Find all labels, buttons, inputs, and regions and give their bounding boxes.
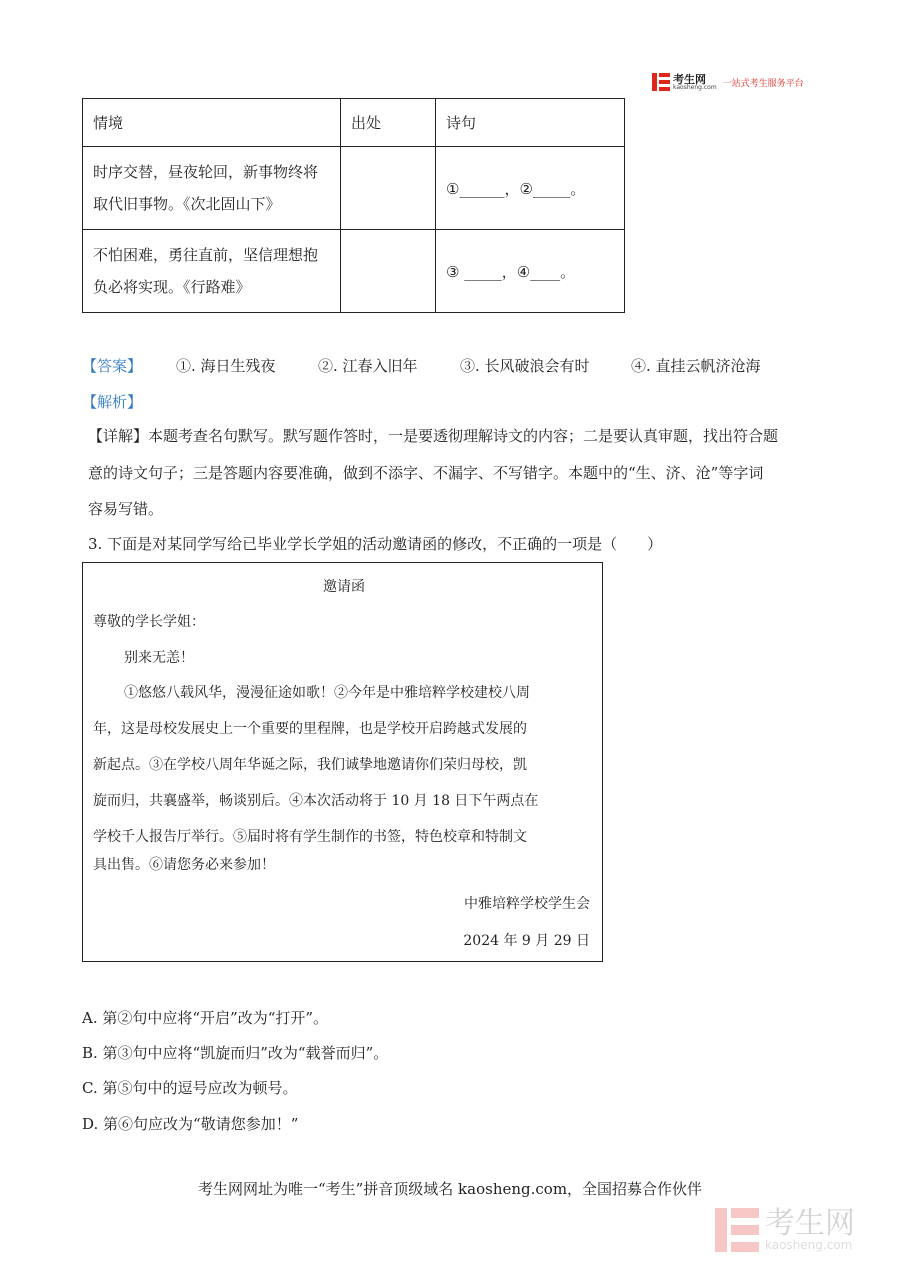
table-row [83,230,625,313]
watermark-logo-icon [715,1208,759,1252]
option-a: A. 第②句中应将“开启”改为“打开”。 [82,1009,329,1027]
header-source: 出处 [341,99,436,147]
situation-line: 负必将实现。《行路难》 [93,278,251,296]
analysis-label: 【解析】 [82,393,143,411]
invitation-letter [82,562,603,962]
table-row [83,147,625,230]
letter-line: 学校千人报告厅举行。⑤届时将有学生制作的书签，特色校章和特制文 [93,829,527,845]
situation-line: 取代旧事物。《次北固山下》 [93,195,281,213]
question-stem: 3. 下面是对某同学写给已毕业学长学姐的活动邀请函的修改，不正确的一项是（ ） [88,535,663,553]
poem-table [82,98,625,313]
letter-line: ①悠悠八载风华，漫漫征途如歌！②今年是中雅培粹学校建校八周 [124,685,530,701]
option-b: B. 第③句中应将“凯旋而归”改为“载誉而归”。 [82,1044,389,1062]
letter-line: 旋而归，共襄盛举，畅谈别后。④本次活动将于 10 月 18 日下午两点在 [93,793,539,809]
answer-item: ③. 长风破浪会有时 [460,357,590,375]
letter-opening: 别来无恙！ [124,650,194,666]
watermark-en: kaosheng.com [765,1238,853,1252]
header-verse: 诗句 [436,99,625,147]
letter-line: 年，这是母校发展史上一个重要的里程牌，也是学校开启跨越式发展的 [93,721,527,737]
kaosheng-logo-icon [652,73,670,91]
letter-greeting: 尊敬的学长学姐： [93,614,205,630]
letter-signature: 中雅培粹学校学生会 [464,896,590,912]
header-situation: 情境 [83,99,341,147]
answer-label: 【答案】 [82,357,143,375]
detail-line: 【详解】本题考查名句默写。默写题作答时，一是要透彻理解诗文的内容；二是要认真审题，找出符合题 [88,427,779,445]
situation-cell [83,147,341,230]
detail-line: 意的诗文句子；三是答题内容要准确，做到不添字、不漏字、不写错字。本题中的“生、济、沧”等字词 [88,464,764,482]
logo-domain: kaosheng.com [673,83,717,91]
logo-name: 考生网 [673,72,706,86]
site-logo [652,72,804,92]
table-header-row [83,99,625,147]
logo-slogan: 一站式考生服务平台 [722,78,804,89]
verse-blank-cell: ③ _____，④____。 [436,230,625,313]
verse-blank-cell: ①______，②_____。 [436,147,625,230]
watermark [715,1208,855,1252]
situation-line: 不怕困难，勇往直前，坚信理想抱 [93,246,319,264]
situation-line: 时序交替，昼夜轮回，新事物终将 [93,163,319,181]
option-d: D. 第⑥句应改为“敬请您参加！” [82,1115,299,1133]
answer-item: ①. 海日生残夜 [176,357,276,375]
source-cell [341,230,436,313]
watermark-cn: 考生网 [765,1206,855,1241]
letter-line: 新起点。③在学校八周年华诞之际，我们诚挚地邀请你们荣归母校，凯 [93,757,527,773]
page-footer: 考生网网址为唯一“考生”拼音顶级域名 kaosheng.com，全国招募合作伙伴 [197,1180,703,1198]
option-c: C. 第⑤句中的逗号应改为顿号。 [82,1079,298,1097]
detail-line: 容易写错。 [88,500,164,518]
letter-date: 2024 年 9 月 29 日 [463,933,590,949]
answer-item: ②. 江春入旧年 [318,357,418,375]
source-cell [341,147,436,230]
letter-title: 邀请函 [323,579,365,595]
answer-item: ④. 直挂云帆济沧海 [631,357,761,375]
answer-section [82,356,142,377]
letter-line: 具出售。⑥请您务必来参加！ [93,857,275,873]
situation-cell [83,230,341,313]
